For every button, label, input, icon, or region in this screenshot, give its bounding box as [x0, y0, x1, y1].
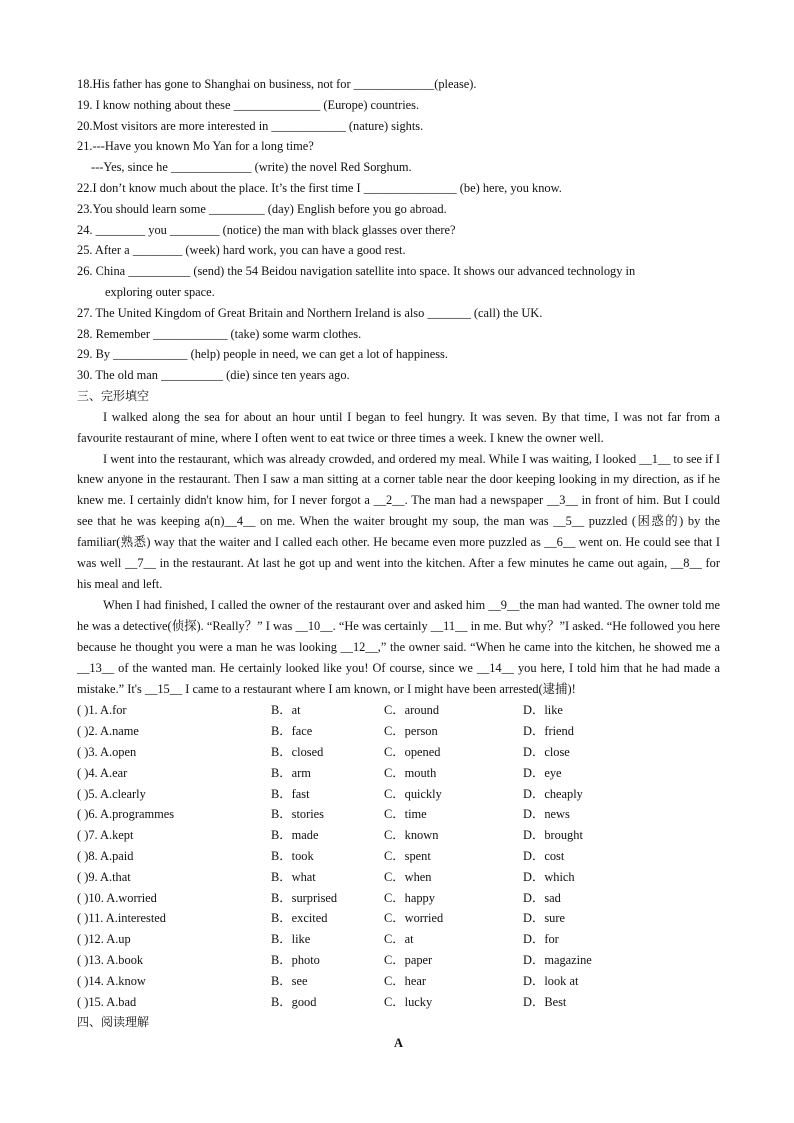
option-c: C．paper	[384, 953, 433, 967]
question-28: 28. Remember ____________ (take) some warm clothes.	[77, 326, 362, 341]
question-21: 21.---Have you known Mo Yan for a long time?	[77, 139, 314, 154]
option-c: C．when	[384, 869, 432, 884]
option-d: D．close	[523, 745, 570, 760]
option-b: B．at	[271, 703, 301, 718]
option-a: ( )8. A.paid	[77, 849, 134, 864]
option-row	[77, 992, 720, 1013]
section-reading-title: 四、阅读理解	[77, 1015, 150, 1030]
question-27: 27. The United Kingdom of Great Britain and Northern Ireland is also _______ (call) the UK.	[77, 305, 543, 320]
option-d: D．which	[523, 869, 575, 884]
option-row	[77, 700, 720, 721]
option-d: D．eye	[523, 765, 562, 780]
section-cloze-title: 三、完形填空	[77, 388, 150, 403]
option-a: ( )13. A.book	[77, 953, 144, 967]
option-row	[77, 867, 720, 888]
option-b: B．arm	[271, 765, 311, 780]
question-20: 20.Most visitors are more interested in ____________ (nature) sights.	[77, 118, 424, 133]
option-a: ( )7. A.kept	[77, 828, 134, 843]
option-d: D．like	[523, 703, 563, 718]
option-b: B．see	[271, 973, 308, 988]
option-c: C．around	[384, 703, 440, 718]
option-row	[77, 929, 720, 950]
option-d: D．sad	[523, 890, 561, 905]
option-row	[77, 721, 720, 742]
question-30: 30. The old man __________ (die) since ten years ago.	[77, 368, 350, 383]
option-row	[77, 784, 720, 805]
option-row	[77, 804, 720, 825]
option-b: B．like	[271, 932, 311, 947]
option-c: C．quickly	[384, 786, 442, 801]
option-d: D．magazine	[523, 953, 592, 967]
option-row	[77, 971, 720, 992]
option-c: C．at	[384, 932, 414, 947]
option-c: C．spent	[384, 849, 431, 864]
option-b: B．photo	[271, 953, 320, 967]
option-d: D．for	[523, 932, 559, 947]
question-23: 23.You should learn some _________ (day) English before you go abroad.	[77, 201, 447, 216]
passage-paragraph-1: I walked along the sea for about an hour until I began to feel hungry. It was seven. By that time, I was not far from a favourite restaurant of mine, where I often went to eat twice or three times a week. I knew the owner well.	[77, 409, 720, 445]
option-d: D．cheaply	[523, 786, 583, 801]
option-b: B．made	[271, 828, 319, 843]
option-a: ( )2. A.name	[77, 724, 139, 739]
option-row	[77, 888, 720, 909]
question-19: 19. I know nothing about these ______________ (Europe) countries.	[77, 97, 420, 112]
question-29: 29. By ____________ (help) people in need, we can get a lot of happiness.	[77, 347, 448, 362]
option-b: B．what	[271, 869, 316, 884]
question-18: 18.His father has gone to Shanghai on business, not for _____________(please).	[77, 77, 477, 91]
option-c: C．opened	[384, 745, 441, 760]
option-a: ( )4. A.ear	[77, 765, 128, 780]
option-b: B．excited	[271, 911, 328, 926]
option-b: B．took	[271, 849, 314, 864]
fill-in-questions	[77, 74, 720, 386]
passage-paragraph-2: I went into the restaurant, which was already crowded, and ordered my meal. While I was waiting, I looked __1__ to see if I knew anyone in the restaurant. Then I saw a man sitting at a corner table near the door keeping looking in my direction, as if he knew me. I certainly didn't know him, for I never forgot a __2__. The man had a newspaper __3__ in front of him. But I could see that he was keeping a(n)__4__ on me. When the waiter brought my soup, the man was __5__ puzzled (困惑的) by the familiar(熟悉) way that the waiter and I called each other. He became even more puzzled as __6__ went on. He could see that I was well __7__ in the restaurant. At last he got up and went into the kitchen. After a few minutes he came out again, __8__ for his meal and left.	[77, 451, 720, 591]
question-25: 25. After a ________ (week) hard work, you can have a good rest.	[77, 243, 406, 258]
option-row	[77, 763, 720, 784]
question-24: 24. ________ you ________ (notice) the man with black glasses over there?	[77, 222, 456, 237]
option-row	[77, 908, 720, 929]
part-label: A	[394, 1036, 403, 1051]
option-row	[77, 846, 720, 867]
option-a: ( )11. A.interested	[77, 911, 167, 926]
option-c: C．person	[384, 724, 438, 739]
option-a: ( )15. A.bad	[77, 994, 137, 1009]
option-d: D．look at	[523, 973, 579, 988]
option-d: D．friend	[523, 724, 574, 739]
option-row	[77, 825, 720, 846]
option-c: C．happy	[384, 890, 435, 905]
option-c: C．worried	[384, 911, 444, 926]
option-a: ( )5. A.clearly	[77, 786, 146, 801]
option-d: D．cost	[523, 849, 565, 864]
cloze-passage	[77, 407, 720, 700]
option-d: D．Best	[523, 994, 567, 1009]
option-c: C．time	[384, 807, 427, 822]
option-b: B．face	[271, 724, 313, 739]
option-c: C．mouth	[384, 765, 437, 780]
option-c: C．lucky	[384, 994, 433, 1009]
option-row	[77, 950, 720, 971]
question-21-answer: ---Yes, since he _____________ (write) the novel Red Sorghum.	[91, 160, 412, 175]
option-d: D．sure	[523, 911, 565, 926]
question-26-continued: exploring outer space.	[105, 284, 215, 299]
option-a: ( )3. A.open	[77, 745, 137, 760]
option-c: C．known	[384, 828, 439, 843]
option-d: D．news	[523, 807, 570, 822]
worksheet-page	[77, 74, 720, 1054]
option-row	[77, 742, 720, 763]
question-22: 22.I don’t know much about the place. It’s the first time I _______________ (be) here, you know.	[77, 180, 562, 195]
option-a: ( )12. A.up	[77, 932, 131, 947]
question-26: 26. China __________ (send) the 54 Beidou navigation satellite into space. It shows our advanced technology in	[77, 264, 636, 279]
option-b: B．surprised	[271, 890, 338, 905]
option-c: C．hear	[384, 973, 426, 988]
option-a: ( )1. A.for	[77, 703, 127, 718]
option-b: B．fast	[271, 786, 310, 801]
passage-paragraph-3: When I had finished, I called the owner of the restaurant over and asked him __9__the man had wanted. The owner told me he was a detective(侦探). “Really？” I was __10__. “He was certainly __11__ in me. But why？”I asked. “He followed you here because he thought you were a man he was looking __12__,” the owner said. “When he came into the kitchen, he showed me a __13__ of the wanted man. He certainly looked like you! Of course, since we __14__ you here, I told him that he had made a mistake.” It's __15__ I came to a restaurant where I am known, or I might have been arrested(逮捕)!	[77, 597, 720, 696]
option-b: B．good	[271, 994, 317, 1009]
option-b: B．stories	[271, 807, 325, 822]
option-b: B．closed	[271, 745, 324, 760]
option-a: ( )10. A.worried	[77, 890, 157, 905]
option-a: ( )6. A.programmes	[77, 807, 175, 822]
option-a: ( )9. A.that	[77, 869, 131, 884]
option-a: ( )14. A.know	[77, 973, 146, 988]
option-d: D．brought	[523, 828, 583, 843]
cloze-options	[77, 700, 720, 1012]
